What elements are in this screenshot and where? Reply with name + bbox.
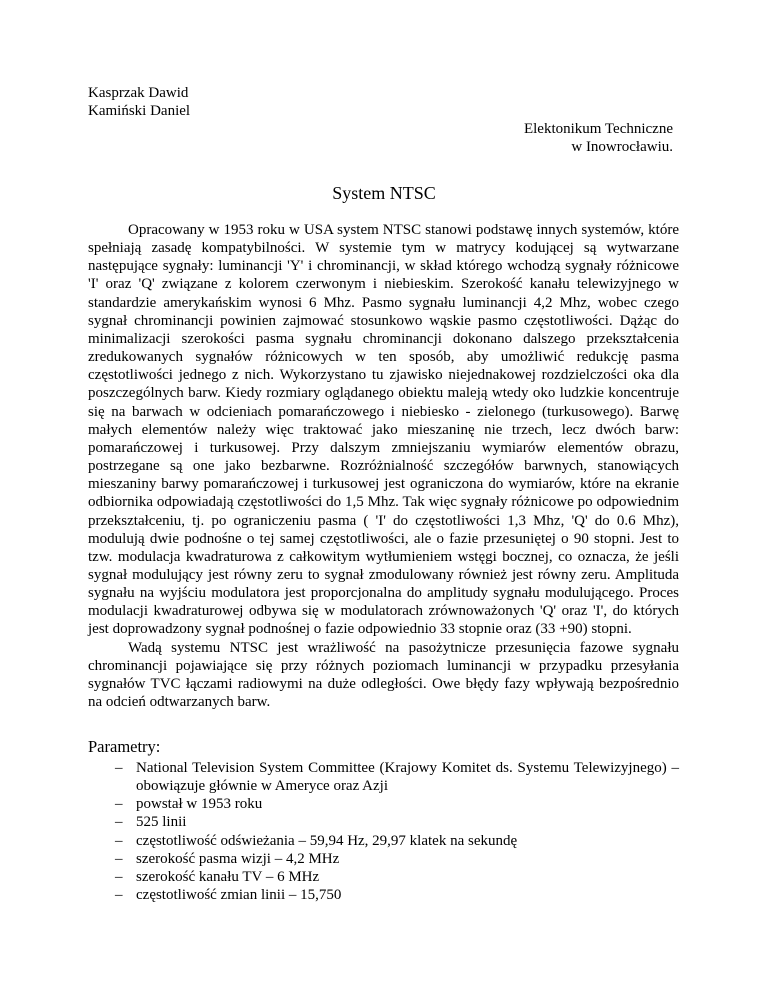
list-item xyxy=(88,759,679,795)
list-item xyxy=(88,886,679,904)
author-name: Kamiński Daniel xyxy=(88,103,191,119)
dash-bullet: – xyxy=(115,832,123,849)
list-item xyxy=(88,832,679,850)
list-item xyxy=(88,850,679,868)
list-item xyxy=(88,795,679,813)
parameters-list xyxy=(88,759,679,904)
school-location: w Inowrocławiu. xyxy=(571,139,673,155)
list-item-text: częstotliwość zmian linii – 15,750 xyxy=(136,887,342,904)
parameters-heading: Parametry: xyxy=(88,737,161,756)
dash-bullet: – xyxy=(115,850,123,867)
document-title: System NTSC xyxy=(332,183,436,203)
author-name: Kasprzak Dawid xyxy=(88,85,189,101)
school-name: Elektonikum Techniczne xyxy=(523,121,673,137)
paragraph: Wadą systemu NTSC jest wrażliwość na pasożytnicze przesunięcia fazowe sygnału chrominancji pojawiające się przy różnych poziomach luminancji w przypadku przesyłania sygnałów TVC łączami radiowymi na duże odległości. Owe błędy fazy wpływają bezpośrednio na odcień odtwarzanych barw. xyxy=(88,639,679,711)
list-item-text: 525 linii xyxy=(136,814,187,831)
list-item-text: częstotliwość odświeżania – 59,94 Hz, 29,97 klatek na sekundę xyxy=(136,832,518,849)
paragraph: Opracowany w 1953 roku w USA system NTSC stanowi podstawę innych systemów, które spełniają zasadę kompatybilności. W systemie tym w matrycy kodującej są wytwarzane następujące sygnały: luminancji 'Y' i chrominancji, w skład którego wchodzą sygnały różnicowe 'I' oraz 'Q' związane z kolorem czerwonym i niebieskim. Szerokość kanału telewizyjnego w standardzie amerykańskim wynosi 6 Mhz. Pasmo sygnału luminancji 4,2 Mhz, wobec czego sygnał chrominancji powinien zajmować stosunkowo wąskie pasmo częstotliwości. Dążąc do minimalizacji szerokości pasma sygnału chrominancji dokonano dalszego przekształcenia zredukowanych sygnałów różnicowych w ten sposób, aby umożliwić redukcję pasma częstotliwości jednego z nich. Wykorzystano tu zjawisko niejednakowej rozdzielczości oka dla poszczególnych barw. Kiedy rozmiary oglądanego obiektu maleją wtedy oko ludzkie koncentruje się na barwach w odcieniach pomarańczowego i niebiesko - zielonego (turkusowego). Barwę małych elementów należy więc traktować jako mieszaninę nie trzech, lecz dwóch barw: pomarańczowej i turkusowej. Przy dalszym zmniejszaniu wymiarów elementów obrazu, postrzegane są one jako bezbarwne. Rozróżnialność szczegółów barwnych, stanowiących mieszaniny barwy pomarańczowej i turkusowej jest ograniczona do wymiarów, które na ekranie odbiornika odpowiadają częstotliwości do 1,5 Mhz. Tak więc sygnały różnicowe po odpowiednim przekształceniu, tj. po ograniczeniu pasma ( 'I' do częstotliwości 1,3 Mhz, 'Q' do 0.6 Mhz), modulują dwie podnośne o tej samej częstotliwości, ale o fazie przesuniętej o 90 stopni. Jest to tzw. modulacja kwadraturowa z całkowitym wytłumieniem wstęgi bocznej, co oznacza, że jeśli sygnał modulujący jest równy zeru to sygnał zmodulowany również jest równy zeru. Amplituda sygnału na wyjściu modulatora jest proporcjonalna do amplitudy sygnału modulującego. Proces modulacji kwadraturowej odbywa się w modulatorach zrównoważonych 'Q' oraz 'I', do których jest doprowadzony sygnał podnośnej o fazie odpowiednio 33 stopnie oraz (33 +90) stopni. xyxy=(88,222,679,638)
list-item xyxy=(88,868,679,886)
dash-bullet: – xyxy=(115,887,123,904)
list-item-text: powstał w 1953 roku xyxy=(136,796,263,813)
author-block xyxy=(88,84,190,120)
dash-bullet: – xyxy=(115,796,123,813)
list-item-text: National Television System Committee (Krajowy Komitet ds. Systemu Telewizyjnego) – obowiązuje głównie w Ameryce oraz Azji xyxy=(136,760,679,795)
list-item-text: szerokość kanału TV – 6 MHz xyxy=(136,868,320,885)
list-item-text: szerokość pasma wizji – 4,2 MHz xyxy=(136,850,340,867)
dash-bullet: – xyxy=(115,868,123,885)
dash-bullet: – xyxy=(115,760,123,776)
body-text xyxy=(88,221,679,711)
dash-bullet: – xyxy=(115,814,123,831)
list-item xyxy=(88,813,679,831)
school-block xyxy=(524,120,673,156)
